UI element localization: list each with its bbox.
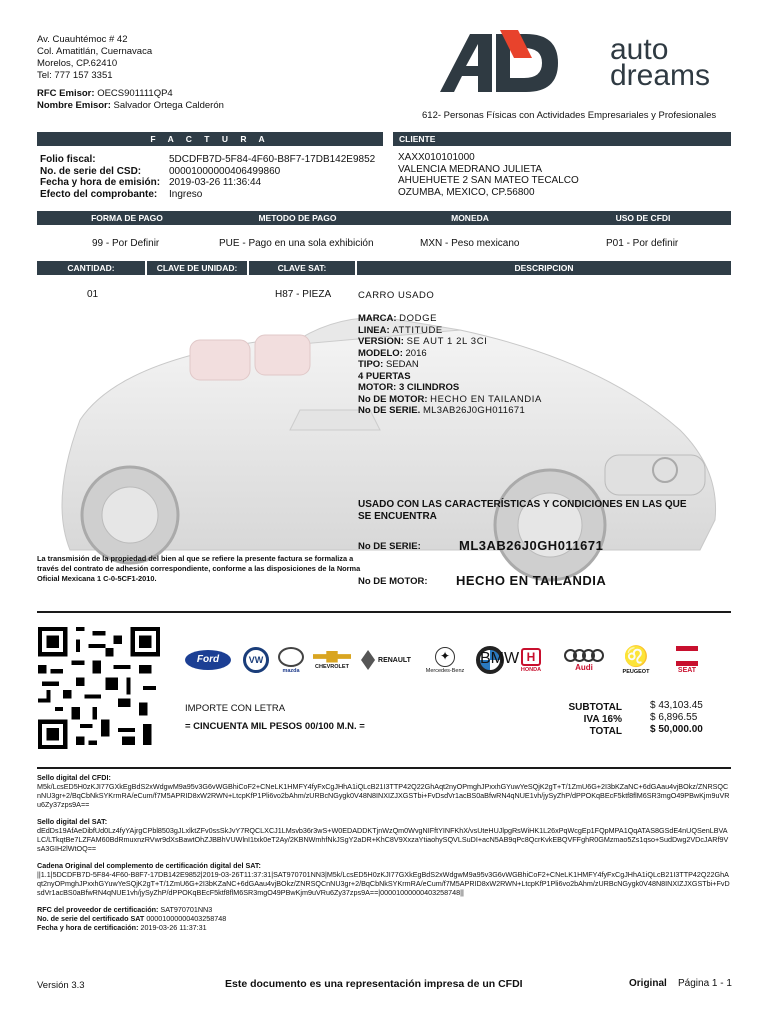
emitter-rfc-label: RFC Emisor: [37,88,95,99]
emitter-address2: Col. Amatitlán, Cuernavaca [37,46,153,57]
efecto-value: Ingreso [169,188,203,200]
spec-puertas: 4 PUERTAS [358,370,411,382]
cliente-nombre: VALENCIA MEDRANO JULIETA [398,163,543,175]
csd-label: No. de serie del CSD: [40,165,142,177]
emitter-block [37,34,224,112]
legal-note: La transmisión de la propiedad del bien al que se refiere la presente factura se formaliza a través del contrato de adhesión correspondiente, conforme a las disposiciones de la Norma Oficial Mexicana 1 C-0-5CF1-2010. [37,554,361,583]
sello-sat-label: Sello digital del SAT: [37,817,108,826]
footer-representacion: Este documento es una representación impresa de un CFDI [225,978,523,990]
importe-label: IMPORTE CON LETRA [185,703,286,714]
clave-unidad-header: CLAVE DE UNIDAD: [147,261,247,275]
sello-sat: dEdDs19AfAeDibfUd0Lz4fyYAjrgCPbl8503gJLxlktZFv0ssSkJvY7RQCLXCJ1LMsvb36r3wS+W0EDADDKTjnWzQm0WvgNIFftYINFKhX/vsUteHUJlpgRsWiHK1L26xPqWcgEp1FQpMPA1QqATAS8GSdE4nUQSenLBVALC/LTkqtBe7LZFAM60BdRmuxnzRVwr9dXsBawtOhZJBBhVUWlnI1txk0eT2Ay/2KBNWmhfNkJSgY2aDR+KhC8V9XxzaYtiaohySQVLSuDI+acN5AB9qPc8QcrKvkEBQVFFghR0GMzmao5Zs1qso+SudDwg2VDcJARf9VsA3GIH2lWtOQ== [37,826,729,853]
cert-label: No. de serie del certificado SAT [37,914,145,923]
spec-modelo: MODELO: 2016 [358,347,427,359]
csd-value: 00001000000406499860 [169,165,281,177]
mercedes-logo: ✦ Mercedes-Benz [425,648,465,674]
emitter-rfc: OECS901111QP4 [97,88,173,99]
renault-logo: RENAULT [358,640,414,680]
cliente-block [398,152,579,198]
spec-version: VERSION: SE AUT 1 2L 3CI [358,336,488,347]
spec-tipo: TIPO: SEDAN [358,359,419,370]
fecha-value: 2019-03-26 11:36:44 [169,177,262,188]
qr-code [38,627,160,749]
fechacert-label: Fecha y hora de certificación: [37,923,139,932]
ford-logo: Ford [183,640,233,680]
seat-emblem [676,646,698,666]
item-cantidad: 01 [87,289,99,300]
emitter-name-label: Nombre Emisor: [37,100,111,111]
factura-values [169,154,375,200]
forma-pago-header: FORMA DE PAGO [91,213,163,223]
spec-no-serie: No DE SERIE. ML3AB26J0GH011671 [358,405,526,416]
iva-label: IVA 16% [583,714,622,725]
item-clave-sat: H87 - PIEZA [275,289,332,300]
forma-pago-value: 99 - Por Definir [92,238,160,249]
seat-logo: SEAT [664,640,710,680]
vw-logo: VW [240,640,272,680]
subtotal-label: SUBTOTAL [568,702,622,713]
logo-text-dreams: dreams [610,59,711,92]
audi-rings [564,649,604,662]
honda-h-icon: H [521,648,541,666]
footer-original: Original [629,978,667,989]
footer-pagina: Página 1 - 1 [678,978,732,989]
emitter-name: Salvador Ortega Calderón [113,100,224,111]
uso-cfdi-header: USO DE CFDI [615,213,671,223]
totals-values [650,700,703,736]
chevrolet-logo: CHEVROLET [310,640,354,680]
peugeot-lion-icon: ♌ [623,645,649,668]
folio-label: Folio fiscal: [40,154,96,165]
emitter-address3: Morelos, CP.62410 [37,58,118,69]
metodo-pago-value: PUE - Pago en una sola exhibición [219,238,374,249]
mercedes-star-icon: ✦ [435,647,455,667]
sello-cfdi-label: Sello digital del CFDI: [37,773,111,782]
fechacert-value: 2019-03-26 11:37:31 [140,923,207,932]
peugeot-logo: ♌ PEUGEOT [622,645,650,675]
chevrolet-bowtie [313,651,351,663]
clave-sat-header: CLAVE SAT: [249,261,355,275]
total-label: TOTAL [589,726,622,737]
folio-value: 5DCDFB7D-5F84-4F60-B8F7-17DB142E9852 [169,154,376,165]
descripcion-header: DESCRIPCION [357,261,731,275]
uso-cfdi-value: P01 - Por definir [606,238,679,249]
mazda-emblem [278,647,304,667]
cliente-rfc: XAXX010101000 [398,152,475,163]
cadena-original: ||1.1|5DCDFB7D-5F84-4F60-B8F7-17DB142E9852|2019-03-26T11:37:31|SAT970701NN3|M5k/LcsED5H0zKJI77GXkEgBdS2xWdgwM9a95v3G6vWGBhiCoF2+CNeLK1HMFY4fyFxCgJHhA1iQLcB21I3TTP42Q22GhAqt2nyOPmghJPxxhGYuwYeSQjK2gT+T/1ZmU6G+2I3bKZaNC+6dGAau4vjBOkz/ZNRSQCnNU3gr+2/BqCbNkSYKrmRA/eCum/f7M5APRID8xW2RWN+LtcpKfP1Pli6vo2bAhm/zURBcNGygk0V48N8INXIZJXGSTbi+FvDsdVr1acBS0aBfwRN4qNUE1vh/jySyZhP/dPPOKqBEcF5ktf8flM6SR3mgO49PBwKjm9uVRu6Zy37zps9A==|00001000000403258748|| [37,870,730,897]
factura-header: F A C T U R A [37,132,383,146]
auto-dreams-logo [440,30,740,100]
cantidad-header: CANTIDAD: [37,261,145,275]
cliente-direccion: AHUEHUETE 2 SAN MATEO TECALCO [398,175,579,186]
footer-version: Versión 3.3 [37,980,85,991]
prov-label: RFC del proveedor de certificación: [37,905,159,914]
subtotal-value: $ 43,103.45 [650,700,703,711]
spec-no-motor: No DE MOTOR: HECHO EN TAILANDIA [358,393,542,405]
serie-value: ML3AB26J0GH011671 [459,538,604,553]
divider-2 [37,767,731,769]
total-value: $ 50,000.00 [650,724,703,735]
serie-label: No DE SERIE: [358,541,421,552]
spec-linea: LINEA: ATTITUDE [358,324,443,336]
logo-text-auto: auto [610,33,669,66]
cliente-header: CLIENTE [393,132,731,146]
cliente-ciudad: OZUMBA, MEXICO, CP.56800 [398,186,535,198]
condiciones-text: USADO CON LAS CARACTERÍSTICAS Y CONDICIONES EN LAS QUE SE ENCUENTRA [358,499,687,522]
audi-logo: Audi [560,640,608,680]
renault-diamond [361,650,375,670]
fecha-label: Fecha y hora de emisión: [40,177,161,188]
sellos-block [37,773,731,932]
spec-motor: MOTOR: 3 CILINDROS [358,382,460,393]
metodo-pago-header: METODO DE PAGO [258,213,337,223]
factura-labels [40,154,160,200]
honda-logo: H HONDA [520,649,542,673]
cadena-label: Cadena Original del complemento de certificación digital del SAT: [37,861,261,870]
spec-marca: MARCA: DODGE [358,313,438,324]
moneda-value: MXN - Peso mexicano [420,238,520,249]
importe-letra: = CINCUENTA MIL PESOS 00/100 M.N. = [185,721,365,732]
prov-value: SAT970701NN3 [160,905,213,914]
moneda-header: MONEDA [451,213,489,223]
divider [37,611,731,613]
item-spec-list [358,313,542,417]
totals-labels [540,702,622,738]
motor-label: No DE MOTOR: [358,576,428,587]
emitter-address1: Av. Cuauhtémoc # 42 [37,34,128,45]
emitter-phone: Tel: 777 157 3351 [37,70,113,81]
bmw-logo [474,640,520,680]
mazda-logo: mazda [276,640,306,680]
iva-value: $ 6,896.55 [650,712,698,723]
efecto-label: Efecto del comprobante: [40,188,158,200]
sello-cfdi: M5k/LcsED5H0zKJI77GXkEgBdS2xWdgwM9a95v3G6vWGBhiCoF2+CNeLK1HMFY4fyFxCgJHhA1iQLcB21I3TTP42Q22GhAqt2nyOPmghJPxxhGYuwYeSQjK2gT+T/1ZmU6G+2I3bKZaNC+6dGAau4vjBOkz/ZNRSQCnNU3gr+2/BqCbNkSYKrmRA/eCum/f7M5APRID8xW2RWN+LtcpKfP1Pli6vo2bAhm/zURBcNGygk0V48N8INXIZJXGSTbi+FvDsdVr1acBS0aBfwRN4qNUE1vh/jySyZhP/dPPOKqBEcF5ktf8flM6SR3mgO49PBwKjm9uVRu6Zy37zps9A== [37,782,730,809]
motor-value: HECHO EN TAILANDIA [456,573,607,588]
cert-value: 00001000000403258748 [146,914,227,923]
item-title: CARRO USADO [358,290,435,301]
bmw-roundel: BMW [476,646,504,674]
tax-regime: 612- Personas Físicas con Actividades Empresariales y Profesionales [422,110,717,121]
